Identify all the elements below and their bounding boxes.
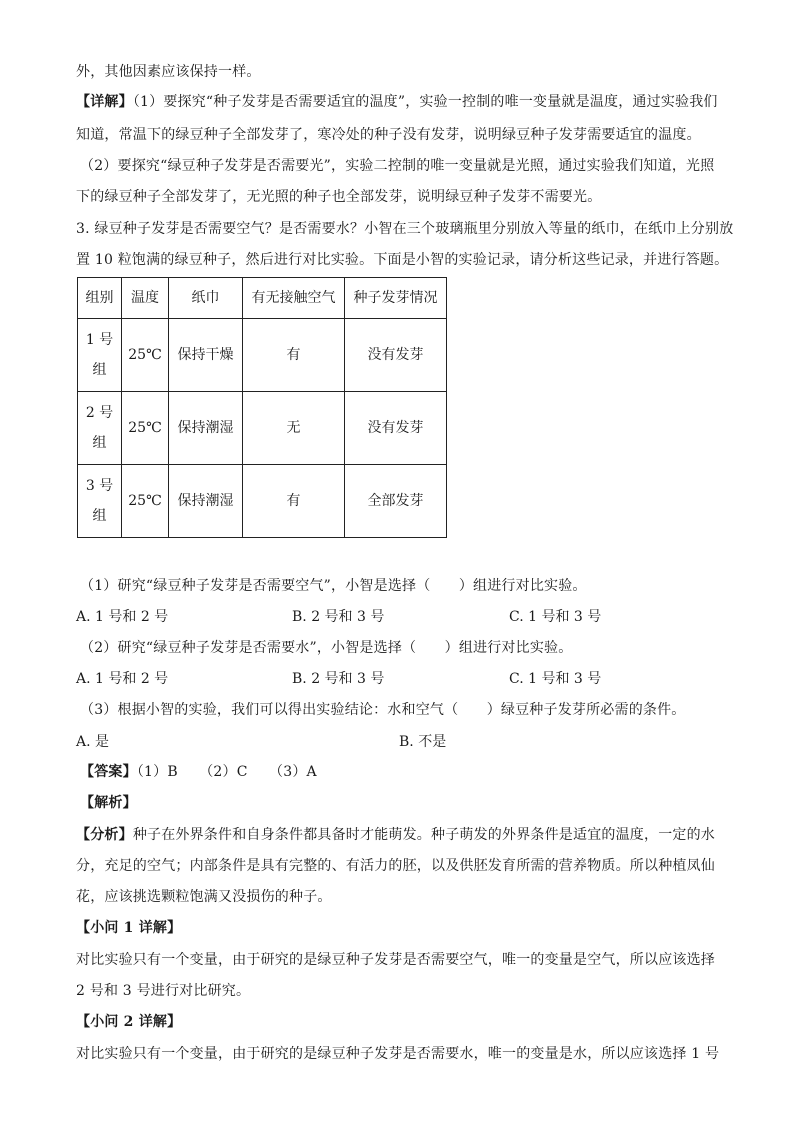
table-header-row (78, 278, 447, 319)
option-a: A. 1 号和 2 号 (76, 609, 169, 625)
table-cell: 25℃ (122, 392, 169, 465)
table-header-cell: 有无接触空气 (243, 278, 345, 319)
fenxi-tag: 【分析】 (76, 827, 133, 843)
sub-question-1: （1）研究“绿豆种子发芽是否需要空气”，小智是选择（ ）组进行对比实验。 (80, 578, 587, 594)
answer-text: （1）B （2）C （3）A (136, 764, 317, 780)
sub-detail-1-tag: 【小问 1 详解】 (76, 920, 182, 936)
table-cell-group: 2 号 组 (78, 392, 122, 465)
text-line: 花，应该挑选颗粒饱满又没损伤的种子。 (76, 889, 332, 905)
table-row (78, 465, 447, 538)
text-span: （1）要探究“种子发芽是否需要适宜的温度”，实验一控制的唯一变量就是温度，通过实验我们 (132, 94, 718, 110)
text-line (76, 825, 726, 845)
text-line: 对比实验只有一个变量，由于研究的是绿豆种子发芽是否需要空气，唯一的变量是空气，所以应该选择 (76, 952, 715, 968)
experiment-table (77, 277, 447, 538)
table-cell: 有 (243, 319, 345, 392)
table-header-cell: 温度 (122, 278, 169, 319)
table-cell: 全部发芽 (345, 465, 447, 538)
table-cell: 保持干燥 (169, 319, 243, 392)
table-cell: 有 (243, 465, 345, 538)
option-b: B. 不是 (399, 734, 447, 750)
table-cell: 保持潮湿 (169, 392, 243, 465)
option-a: A. 是 (76, 734, 110, 750)
sub-question-2: （2）研究“绿豆种子发芽是否需要水”，小智是选择（ ）组进行对比实验。 (80, 640, 573, 656)
text-line: 下的绿豆种子全部发芽了，无光照的种子也全部发芽，说明绿豆种子发芽不需要光。 (76, 189, 602, 205)
table-cell: 25℃ (122, 465, 169, 538)
question-3-stem: 3. 绿豆种子发芽是否需要空气？是否需要水？小智在三个玻璃瓶里分别放入等量的纸巾，在纸巾上分别放 (76, 221, 734, 237)
table-header-cell: 纸巾 (169, 278, 243, 319)
sub-question-3: （3）根据小智的实验，我们可以得出实验结论：水和空气（ ）绿豆种子发芽所必需的条件。 (80, 702, 686, 718)
text-line: 外，其他因素应该保持一样。 (76, 64, 261, 80)
text-line (76, 92, 726, 112)
option-c: C. 1 号和 3 号 (509, 671, 602, 687)
option-a: A. 1 号和 2 号 (76, 671, 169, 687)
table-cell: 25℃ (122, 319, 169, 392)
table-cell: 无 (243, 392, 345, 465)
text-line: 知道，常温下的绿豆种子全部发芽了，寒冷处的种子没有发芽，说明绿豆种子发芽需要适宜的温度。 (76, 127, 701, 143)
text-span: 种子在外界条件和自身条件都具备时才能萌发。种子萌发的外界条件是适宜的温度，一定的水 (132, 827, 716, 843)
table-cell-group: 1 号 组 (78, 319, 122, 392)
table-row (78, 319, 447, 392)
detail-tag: 【详解】 (76, 94, 133, 110)
option-b: B. 2 号和 3 号 (292, 609, 385, 625)
option-b: B. 2 号和 3 号 (292, 671, 385, 687)
text-line: 分，充足的空气；内部条件是具有完整的、有活力的胚，以及供胚发育所需的营养物质。所以种植凤仙 (76, 858, 715, 874)
option-c: C. 1 号和 3 号 (509, 609, 602, 625)
text-line: 对比实验只有一个变量，由于研究的是绿豆种子发芽是否需要水，唯一的变量是水，所以应该选择 1 号 (76, 1046, 720, 1062)
sub-detail-2-tag: 【小问 2 详解】 (76, 1014, 182, 1030)
table-cell: 没有发芽 (345, 392, 447, 465)
table-cell: 没有发芽 (345, 319, 447, 392)
table-cell: 保持潮湿 (169, 465, 243, 538)
table-row (78, 392, 447, 465)
text-line: （2）要探究“绿豆种子发芽是否需要光”，实验二控制的唯一变量就是光照，通过实验我们知道，光照 (80, 158, 715, 174)
table-header-cell: 组别 (78, 278, 122, 319)
answer-line (80, 762, 730, 782)
table-cell-group: 3 号 组 (78, 465, 122, 538)
table-header-cell: 种子发芽情况 (345, 278, 447, 319)
text-line: 2 号和 3 号进行对比研究。 (76, 983, 251, 999)
answer-tag: 【答案】 (80, 764, 137, 780)
question-3-stem: 置 10 粒饱满的绿豆种子，然后进行对比实验。下面是小智的实验记录，请分析这些记录，并进行答题。 (76, 252, 729, 268)
analysis-tag: 【解析】 (80, 795, 137, 811)
